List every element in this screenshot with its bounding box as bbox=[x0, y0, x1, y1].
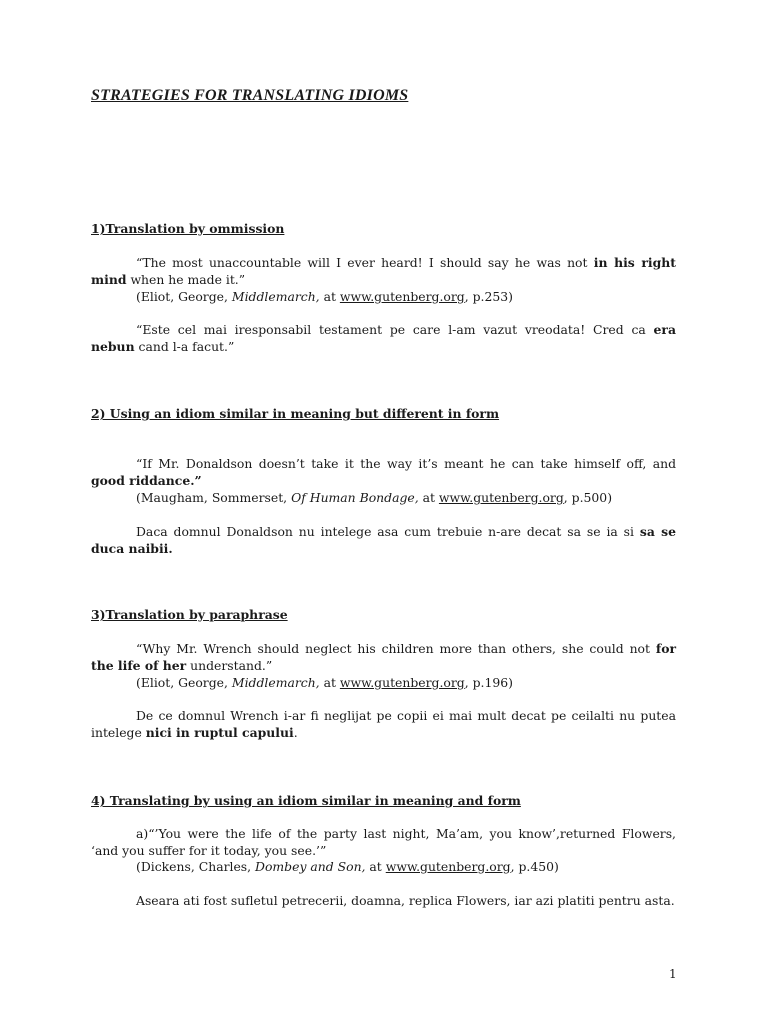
section-3-quote: “Why Mr. Wrench should neglect his children more than others, she could not for the life of her understand.” bbox=[91, 641, 676, 673]
section-4-citation: (Dickens, Charles, Dombey and Son, at www.gutenberg.org, p.450) bbox=[136, 859, 559, 874]
section-4-quote: a)“’You were the life of the party last night, Ma’am, you know’,returned Flowers, ‘and you suffer for it today, you see.’” bbox=[91, 826, 676, 858]
section-1-heading: 1)Translation by ommission bbox=[91, 221, 285, 236]
section-2-citation: (Maugham, Sommerset, Of Human Bondage, at www.gutenberg.org, p.500) bbox=[136, 490, 613, 505]
section-3-translation: De ce domnul Wrench i-ar fi neglijat pe copii ei mai mult decat pe ceilalti nu putea intelege nici in ruptul capului. bbox=[91, 708, 676, 740]
gutenberg-link[interactable]: www.gutenberg.org bbox=[438, 490, 564, 505]
section-2-translation: Daca domnul Donaldson nu intelege asa cum trebuie n-are decat sa se ia si sa se duca naibii. bbox=[91, 524, 676, 556]
page-number: 1 bbox=[669, 967, 677, 981]
section-3-citation: (Eliot, George, Middlemarch, at www.gutenberg.org, p.196) bbox=[136, 675, 513, 690]
document-title: STRATEGIES FOR TRANSLATING IDIOMS bbox=[91, 87, 409, 104]
section-2-quote: “If Mr. Donaldson doesn’t take it the way it’s meant he can take himself off, and good riddance.” bbox=[91, 456, 676, 488]
gutenberg-link[interactable]: www.gutenberg.org bbox=[339, 289, 465, 304]
section-3-heading: 3)Translation by paraphrase bbox=[91, 607, 288, 622]
section-1-citation: (Eliot, George, Middlemarch, at www.gutenberg.org, p.253) bbox=[136, 289, 513, 304]
gutenberg-link[interactable]: www.gutenberg.org bbox=[339, 675, 465, 690]
section-1-quote: “The most unaccountable will I ever heard! I should say he was not in his right mind when he made it.” bbox=[91, 255, 677, 287]
section-4-heading: 4) Translating by using an idiom similar in meaning and form bbox=[91, 793, 521, 808]
section-2-heading: 2) Using an idiom similar in meaning but different in form bbox=[91, 406, 500, 421]
section-4-translation: Aseara ati fost sufletul petrecerii, doamna, replica Flowers, iar azi platiti pentru asta. bbox=[136, 893, 675, 908]
gutenberg-link[interactable]: www.gutenberg.org bbox=[385, 859, 511, 874]
section-1-translation: “Este cel mai iresponsabil testament pe care l-am vazut vreodata! Cred ca era nebun cand l-a facut.” bbox=[91, 322, 676, 354]
